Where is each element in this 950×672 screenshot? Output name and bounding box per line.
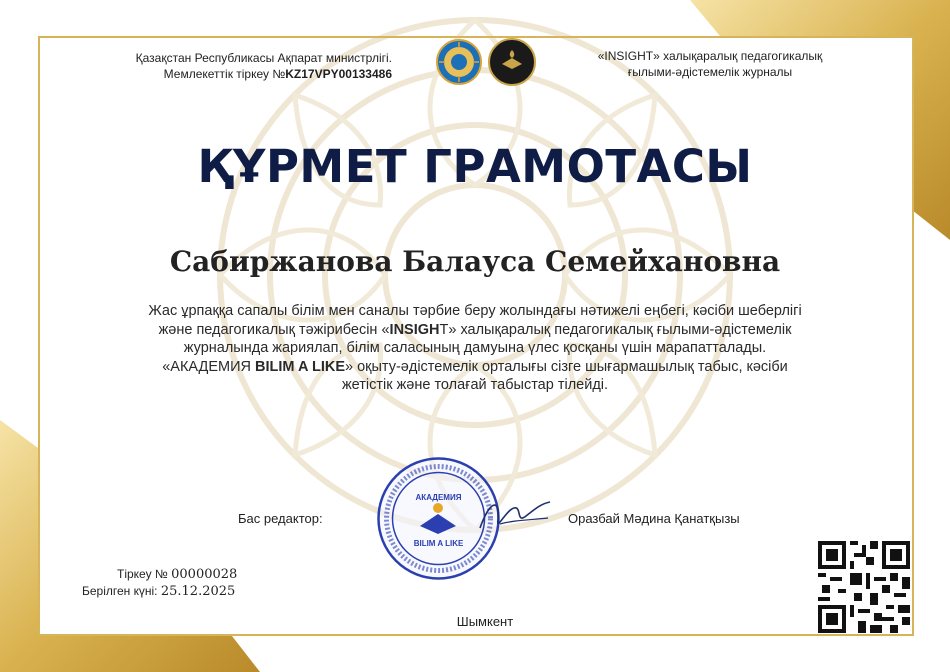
editor-label: Бас редактор: <box>238 511 323 526</box>
issue-date: 25.12.2025 <box>160 584 236 599</box>
qr-code-icon[interactable] <box>818 541 910 633</box>
journal-line-2: ғылыми-әдістемелік журналы <box>627 65 793 79</box>
recipient-name: Сабиржанова Балауса Семейхановна <box>169 245 781 278</box>
journal-info <box>575 48 845 80</box>
registration-code: KZ17VPY00133486 <box>285 67 392 81</box>
ministry-info <box>72 50 392 82</box>
issue-date-line <box>82 583 272 600</box>
registration-number-label: Тіркеу № <box>117 567 172 581</box>
seal-text-bottom: BILIM A LIKE <box>413 539 464 548</box>
academy-logo-icon <box>488 38 536 86</box>
editor-name: Оразбай Мәдина Қанатқызы <box>568 511 740 526</box>
issue-date-label: Берілген күні: <box>82 584 161 598</box>
registration-info <box>82 566 272 600</box>
body-line-4a: «АКАДЕМИЯ <box>162 358 256 375</box>
certificate-title: ҚҰРМЕТ ГРАМОТАСЫ <box>197 140 753 193</box>
body-line-5: жетістік және толағай табыстар тілейді. <box>341 377 609 394</box>
body-line-1: Жас ұрпаққа сапалы білім мен саналы тәрбие беру жолындағы нәтижелі еңбегі, кәсіби шеберлігі <box>148 303 802 319</box>
registration-number-line <box>82 566 272 583</box>
city-name: Шымкент <box>456 614 514 629</box>
certificate-body <box>80 302 870 395</box>
body-line-4c: » оқыту-әдістемелік орталығы сізге шығармашылық табыс, кәсіби <box>345 358 788 375</box>
journal-line-1: «INSIGHT» халықаралық педагогикалық <box>597 49 823 63</box>
registration-number: 00000028 <box>171 567 238 582</box>
body-line-4 <box>80 358 870 377</box>
body-line-2a: және педагогикалық тәжірибесін « <box>158 321 390 338</box>
editor-signature <box>470 490 555 540</box>
body-line-2 <box>80 321 870 340</box>
body-line-2c: T» халықаралық педагогикалық ғылыми-әдістемелік <box>439 321 792 338</box>
registration-prefix: Мемлекеттік тіркеу № <box>163 67 286 81</box>
academy-logo <box>488 38 536 86</box>
ministry-name: Қазақстан Республикасы Ақпарат министрлігі. <box>135 51 392 65</box>
body-line-4b: BILIM A LIKE <box>255 358 345 375</box>
seal-text-top: АКАДЕМИЯ <box>415 493 462 502</box>
body-line-2b: INSIGH <box>389 321 440 338</box>
body-line-3: журналында жариялап, білім саласының дамуына үлес қосқаны үшін марапатталады. <box>183 340 767 357</box>
registration-line <box>72 66 392 82</box>
state-emblem-icon <box>436 39 482 85</box>
